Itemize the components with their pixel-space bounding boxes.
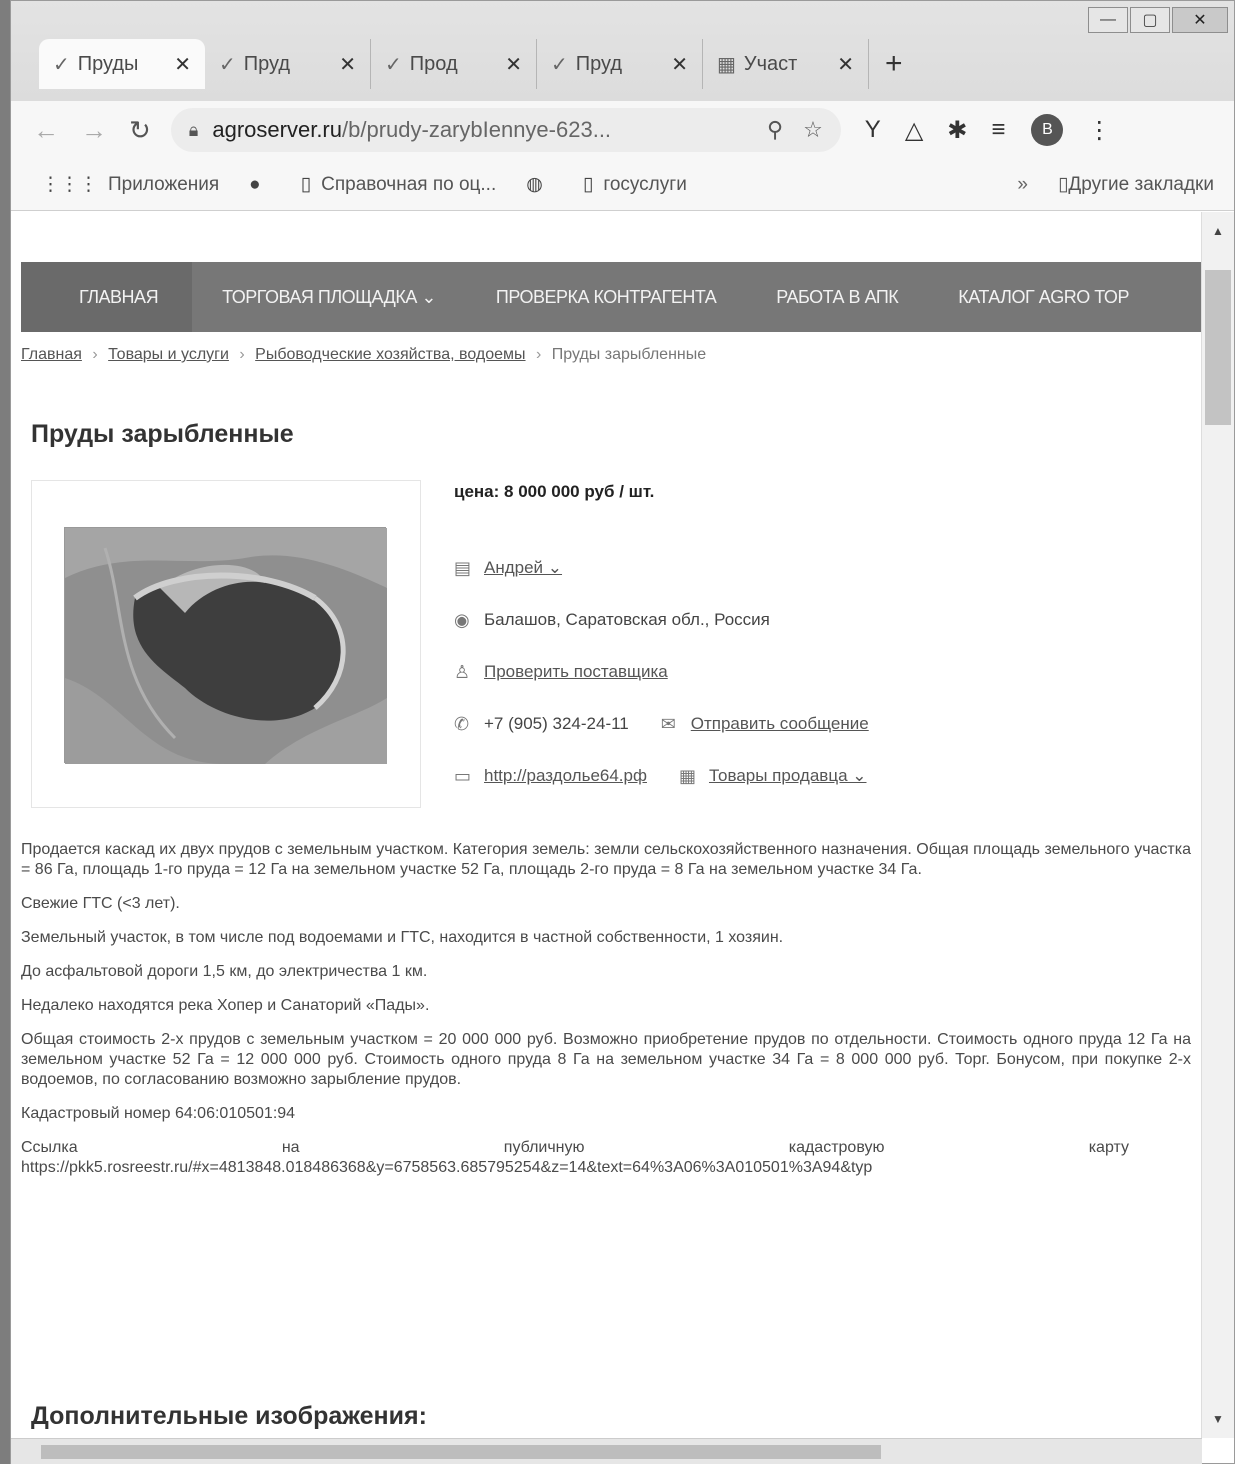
horizontal-scrollbar[interactable] bbox=[11, 1438, 1202, 1464]
tab-close-icon[interactable]: ✕ bbox=[837, 53, 854, 76]
url-host: agroserver.ru bbox=[212, 117, 342, 142]
pond-aerial-image bbox=[65, 528, 387, 764]
bookmarks-right bbox=[1017, 173, 1214, 196]
forward-arrow-icon[interactable]: → bbox=[81, 114, 107, 145]
pond-aerial-photo[interactable] bbox=[64, 527, 386, 763]
bookmarks-bar bbox=[11, 159, 1234, 211]
seller-goods-link[interactable]: Товары продавца ⌄ bbox=[708, 766, 867, 785]
leaf-favicon-icon: ✓ bbox=[219, 53, 236, 76]
description bbox=[21, 840, 1191, 1178]
breadcrumb-current: Пруды зарыбленные bbox=[551, 346, 707, 363]
location-text: Балашов, Саратовская обл., Россия bbox=[484, 610, 770, 629]
new-tab-button[interactable]: + bbox=[885, 47, 903, 80]
additional-images-title: Дополнительные изображения: bbox=[31, 1402, 427, 1430]
folder-icon: ▯ bbox=[1057, 174, 1069, 195]
check-supplier-link[interactable]: Проверить поставщика bbox=[484, 662, 668, 681]
lock-icon: 🔒︎ bbox=[188, 119, 199, 140]
apps-grid-icon: ⋮⋮⋮ bbox=[41, 174, 98, 195]
tab-2[interactable] bbox=[205, 39, 371, 89]
menu-dots-icon[interactable]: ⋮ bbox=[1087, 116, 1112, 144]
caption-word: публичную bbox=[503, 1139, 585, 1156]
scroll-up-arrow-icon[interactable]: ▲ bbox=[1212, 224, 1224, 238]
profile-avatar[interactable]: B bbox=[1031, 114, 1063, 146]
menu-item-home[interactable]: ГЛАВНАЯ bbox=[21, 262, 192, 332]
other-bookmarks[interactable]: Другие закладки bbox=[1068, 173, 1214, 195]
product-info bbox=[454, 482, 869, 802]
cadastral-number: Кадастровый номер 64:06:010501:94 bbox=[21, 1105, 296, 1122]
bookmark-favicon-icon: ● bbox=[249, 173, 261, 195]
seller-row bbox=[454, 542, 869, 594]
reading-list-icon[interactable]: ≡ bbox=[991, 116, 1006, 143]
scroll-down-arrow-icon[interactable]: ▼ bbox=[1212, 1412, 1224, 1426]
more-bookmarks-button[interactable]: » bbox=[1017, 173, 1028, 195]
caption-word: Ссылка bbox=[21, 1139, 78, 1156]
description-paragraph: До асфальтовой дороги 1,5 км, до электричества 1 км. bbox=[21, 963, 428, 980]
description-paragraph: Свежие ГТС (<3 лет). bbox=[21, 895, 180, 912]
tab-title: Пруды bbox=[77, 52, 139, 75]
seller-link[interactable]: Андрей ⌄ bbox=[484, 558, 563, 577]
description-paragraph: Общая стоимость 2-х прудов с земельным участком = 20 000 000 руб. Возможно приобретение прудов по отдельности. Стоимость одного пруда 12 Га на земельном участке 52 Га = 12 000 000 руб. Стоимость одного пруда 8 Га на земельном участке 34 Га = 8 000 000 руб. Торг. Бонусом, при покупке 2-х водоемов, по согласованию возможно зарыбление прудов. bbox=[21, 1031, 1191, 1088]
product-photo-frame bbox=[31, 480, 421, 808]
person-check-icon: ♙ bbox=[454, 661, 471, 682]
breadcrumb-goods[interactable]: Товары и услуги bbox=[108, 346, 229, 363]
maximize-button[interactable]: ▢ bbox=[1130, 7, 1170, 33]
site-menu bbox=[21, 262, 1202, 332]
close-window-button[interactable]: ✕ bbox=[1172, 7, 1228, 33]
cadastral-map-url[interactable]: https://pkk5.rosreestr.ru/#x=4813848.018486368&y=6758563.685795254&z=14&text=64%3A06%3A010501%3A94&typ bbox=[21, 1159, 873, 1176]
url-path: /b/prudy-zarybIennye-623... bbox=[342, 117, 612, 142]
price: цена: 8 000 000 руб / шт. bbox=[454, 482, 655, 501]
bookmark-label: Приложения bbox=[108, 173, 220, 195]
reload-icon[interactable]: ↻ bbox=[129, 114, 151, 145]
back-arrow-icon[interactable]: ← bbox=[33, 114, 59, 145]
bookmark-reference[interactable] bbox=[301, 173, 497, 196]
title-bar bbox=[11, 1, 1234, 101]
tab-3[interactable] bbox=[371, 39, 537, 89]
id-card-icon: ▤ bbox=[454, 557, 472, 578]
bookmark-favicon-only[interactable] bbox=[249, 174, 270, 196]
tab-close-icon[interactable]: ✕ bbox=[339, 53, 356, 76]
tab-title: Участ bbox=[743, 52, 798, 75]
location-row bbox=[454, 594, 869, 646]
phone-number[interactable]: +7 (905) 324-24-11 bbox=[484, 714, 629, 733]
puzzle-extensions-icon[interactable]: ✱ bbox=[947, 116, 968, 144]
tab-title: Прод bbox=[409, 52, 458, 75]
zoom-icon[interactable]: ⚲ bbox=[766, 117, 784, 142]
goods-grid-icon: ▦ bbox=[678, 765, 696, 786]
browser-toolbar bbox=[11, 101, 1234, 159]
page-title: Пруды зарыбленные bbox=[31, 420, 294, 448]
bookmark-label: Справочная по оц... bbox=[321, 173, 497, 195]
browser-window-icon: ▭ bbox=[454, 765, 472, 786]
tab-close-icon[interactable]: ✕ bbox=[671, 53, 688, 76]
bookmark-label: госуслуги bbox=[603, 173, 687, 195]
breadcrumb-separator-icon: › bbox=[239, 346, 245, 363]
triangle-extension-icon[interactable]: △ bbox=[904, 116, 924, 144]
caption-word: на bbox=[281, 1139, 300, 1156]
phone-icon: ✆ bbox=[454, 713, 470, 734]
caption-word: кадастровую bbox=[788, 1139, 885, 1156]
minimize-button[interactable]: — bbox=[1088, 7, 1128, 33]
menu-item-counterparty-check[interactable]: ПРОВЕРКА КОНТРАГЕНТА bbox=[495, 286, 717, 307]
tab-4[interactable] bbox=[537, 39, 703, 89]
check-supplier-row bbox=[454, 646, 869, 698]
contact-row bbox=[454, 698, 869, 750]
bookmark-star-icon[interactable]: ☆ bbox=[803, 117, 823, 142]
tab-strip bbox=[39, 39, 903, 89]
description-paragraph: Земельный участок, в том числе под водоемами и ГТС, находится в частной собственности, 1 хозяин. bbox=[21, 929, 784, 946]
vertical-scrollbar[interactable] bbox=[1201, 212, 1234, 1438]
website-link[interactable]: http://раздолье64.рф bbox=[484, 766, 647, 785]
tab-close-icon[interactable]: ✕ bbox=[174, 53, 191, 76]
page-icon: ▯ bbox=[582, 174, 594, 195]
tab-1[interactable] bbox=[39, 39, 205, 89]
bookmark-gosuslugi[interactable] bbox=[583, 173, 687, 196]
menu-item-jobs[interactable]: РАБОТА В АПК bbox=[776, 286, 899, 307]
leaf-favicon-icon: ✓ bbox=[53, 53, 70, 76]
menu-item-marketplace[interactable]: ТОРГОВАЯ ПЛОЩАДКА ⌄ bbox=[222, 286, 436, 307]
description-paragraph: Недалеко находятся река Хопер и Санаторий «Пады». bbox=[21, 997, 430, 1014]
address-bar[interactable] bbox=[171, 108, 841, 152]
caption-word: карту bbox=[1088, 1139, 1129, 1156]
tab-title: Пруд bbox=[575, 52, 623, 75]
leaf-favicon-icon: ✓ bbox=[385, 53, 402, 76]
yandex-extension-icon[interactable]: Y bbox=[864, 116, 881, 143]
location-pin-icon: ◉ bbox=[454, 609, 470, 630]
globe-icon: ◍ bbox=[526, 174, 543, 195]
leaf-favicon-icon: ✓ bbox=[551, 53, 568, 76]
send-message-link[interactable]: Отправить сообщение bbox=[690, 714, 869, 733]
breadcrumb-separator-icon: › bbox=[92, 346, 98, 363]
grid-favicon-icon: ▦ bbox=[717, 53, 736, 76]
cadastral-link-caption bbox=[21, 1138, 1129, 1158]
breadcrumb bbox=[21, 346, 706, 364]
menu-item-catalog[interactable]: КАТАЛОГ AGRO ТОР bbox=[958, 286, 1129, 307]
tab-5[interactable] bbox=[703, 39, 869, 89]
browser-window bbox=[10, 0, 1235, 1464]
description-paragraph: Продается каскад их двух прудов с земельным участком. Категория земель: земли сельскохозяйственного назначения. Общая площадь земельного участка = 86 Га, площадь 1-го пруда = 12 Га на земельном участке 52 Га, площадь 2-го пруда = 8 Га на земельном участке 34 Га. bbox=[21, 841, 1191, 878]
tab-title: Пруд bbox=[243, 52, 291, 75]
breadcrumb-fish-farms[interactable]: Рыбоводческие хозяйства, водоемы bbox=[255, 346, 526, 363]
tab-close-icon[interactable]: ✕ bbox=[505, 53, 522, 76]
breadcrumb-home[interactable]: Главная bbox=[21, 346, 82, 363]
window-controls bbox=[1086, 7, 1228, 33]
website-row bbox=[454, 750, 869, 802]
bookmark-globe[interactable] bbox=[526, 173, 553, 196]
scrollbar-thumb[interactable] bbox=[1205, 270, 1231, 425]
breadcrumb-separator-icon: › bbox=[536, 346, 542, 363]
bookmark-apps[interactable] bbox=[41, 173, 219, 196]
envelope-icon: ✉ bbox=[660, 713, 676, 734]
page-icon: ▯ bbox=[300, 174, 312, 195]
page-viewport bbox=[11, 212, 1202, 1438]
horizontal-scrollbar-thumb[interactable] bbox=[41, 1445, 881, 1459]
